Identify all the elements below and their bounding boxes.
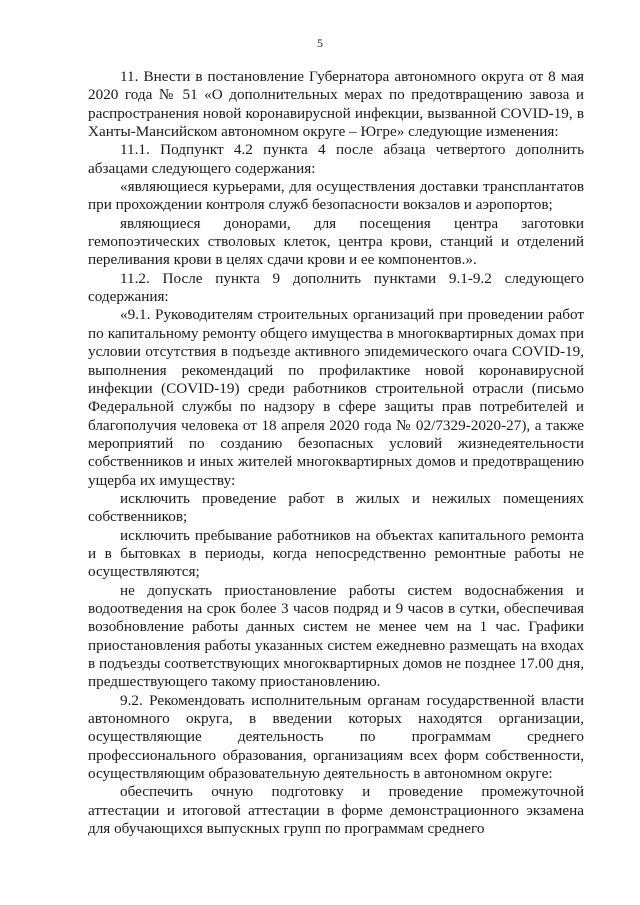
- paragraph-9-1: «9.1. Руководителям строительных организаций при проведении работ по капитальному ремонту общего имущества в многоквартирных домах при условии отсутствия в подъезде активного эпидемического очага COVID-19, выполнения рекомендаций по профилактике новой коронавирусной инфекции (COVID-19) среди работников строительной отрасли (письмо Федеральной службы по надзору в сфере защиты прав потребителей и благополучия человека от 18 апреля 2020 года № 02/7329-2020-27), а также мероприятий по созданию безопасных условий жизнедеятельности собственников и иных жителей многоквартирных домов и предотвращению ущерба их имуществу:: [88, 306, 584, 489]
- page-number: 5: [317, 36, 323, 50]
- paragraph-exam: обеспечить очную подготовку и проведение промежуточной аттестации и итоговой аттестации в форме демонстрационного экзамена для обучающихся выпускных групп по программам среднего: [88, 783, 584, 838]
- paragraph-exclude-work: исключить проведение работ в жилых и нежилых помещениях собственников;: [88, 489, 584, 526]
- paragraph-couriers: «являющиеся курьерами, для осуществления доставки трансплантатов при прохождении контроля служб безопасности вокзалов и аэропортов;: [88, 178, 584, 214]
- paragraph-11-1: 11.1. Подпункт 4.2 пункта 4 после абзаца четвертого дополнить абзацами следующего содержания:: [88, 141, 584, 177]
- document-body: [88, 68, 584, 838]
- paragraph-11-2: 11.2. После пункта 9 дополнить пунктами 9.1-9.2 следующего содержания:: [88, 269, 584, 306]
- paragraph-donors: являющиеся донорами, для посещения центра заготовки гемопоэтических стволовых клеток, центра крови, станций и отделений переливания крови в целях сдачи крови и ее компонентов.».: [88, 214, 584, 269]
- paragraph-11: 11. Внести в постановление Губернатора автономного округа от 8 мая 2020 года № 51 «О дополнительных мерах по предотвращению завоза и распространения новой коронавирусной инфекции, вызванной COVID-19, в Ханты-Мансийском автономном округе – Югре» следующие изменения:: [88, 68, 584, 141]
- paragraph-water-supply: не допускать приостановление работы систем водоснабжения и водоотведения на срок более 3 часов подряд и 9 часов в сутки, обеспечивая возобновление работы данных систем не менее чем на 1 час. Графики приостановления работы указанных систем ежедневно размещать на входах в подъезды соответствующих многоквартирных домов не позднее 17.00 дня, предшествующего такому приостановлению.: [88, 581, 584, 691]
- paragraph-exclude-stay: исключить пребывание работников на объектах капитального ремонта и в бытовках в периоды, когда непосредственно ремонтные работы не осуществляются;: [88, 526, 584, 581]
- paragraph-9-2: 9.2. Рекомендовать исполнительным органам государственной власти автономного округа, в введении которых находятся организации, осуществляющие деятельность по программам среднего профессионального образования, организациям всех форм собственности, осуществляющим образовательную деятельность в автономном округе:: [88, 691, 584, 783]
